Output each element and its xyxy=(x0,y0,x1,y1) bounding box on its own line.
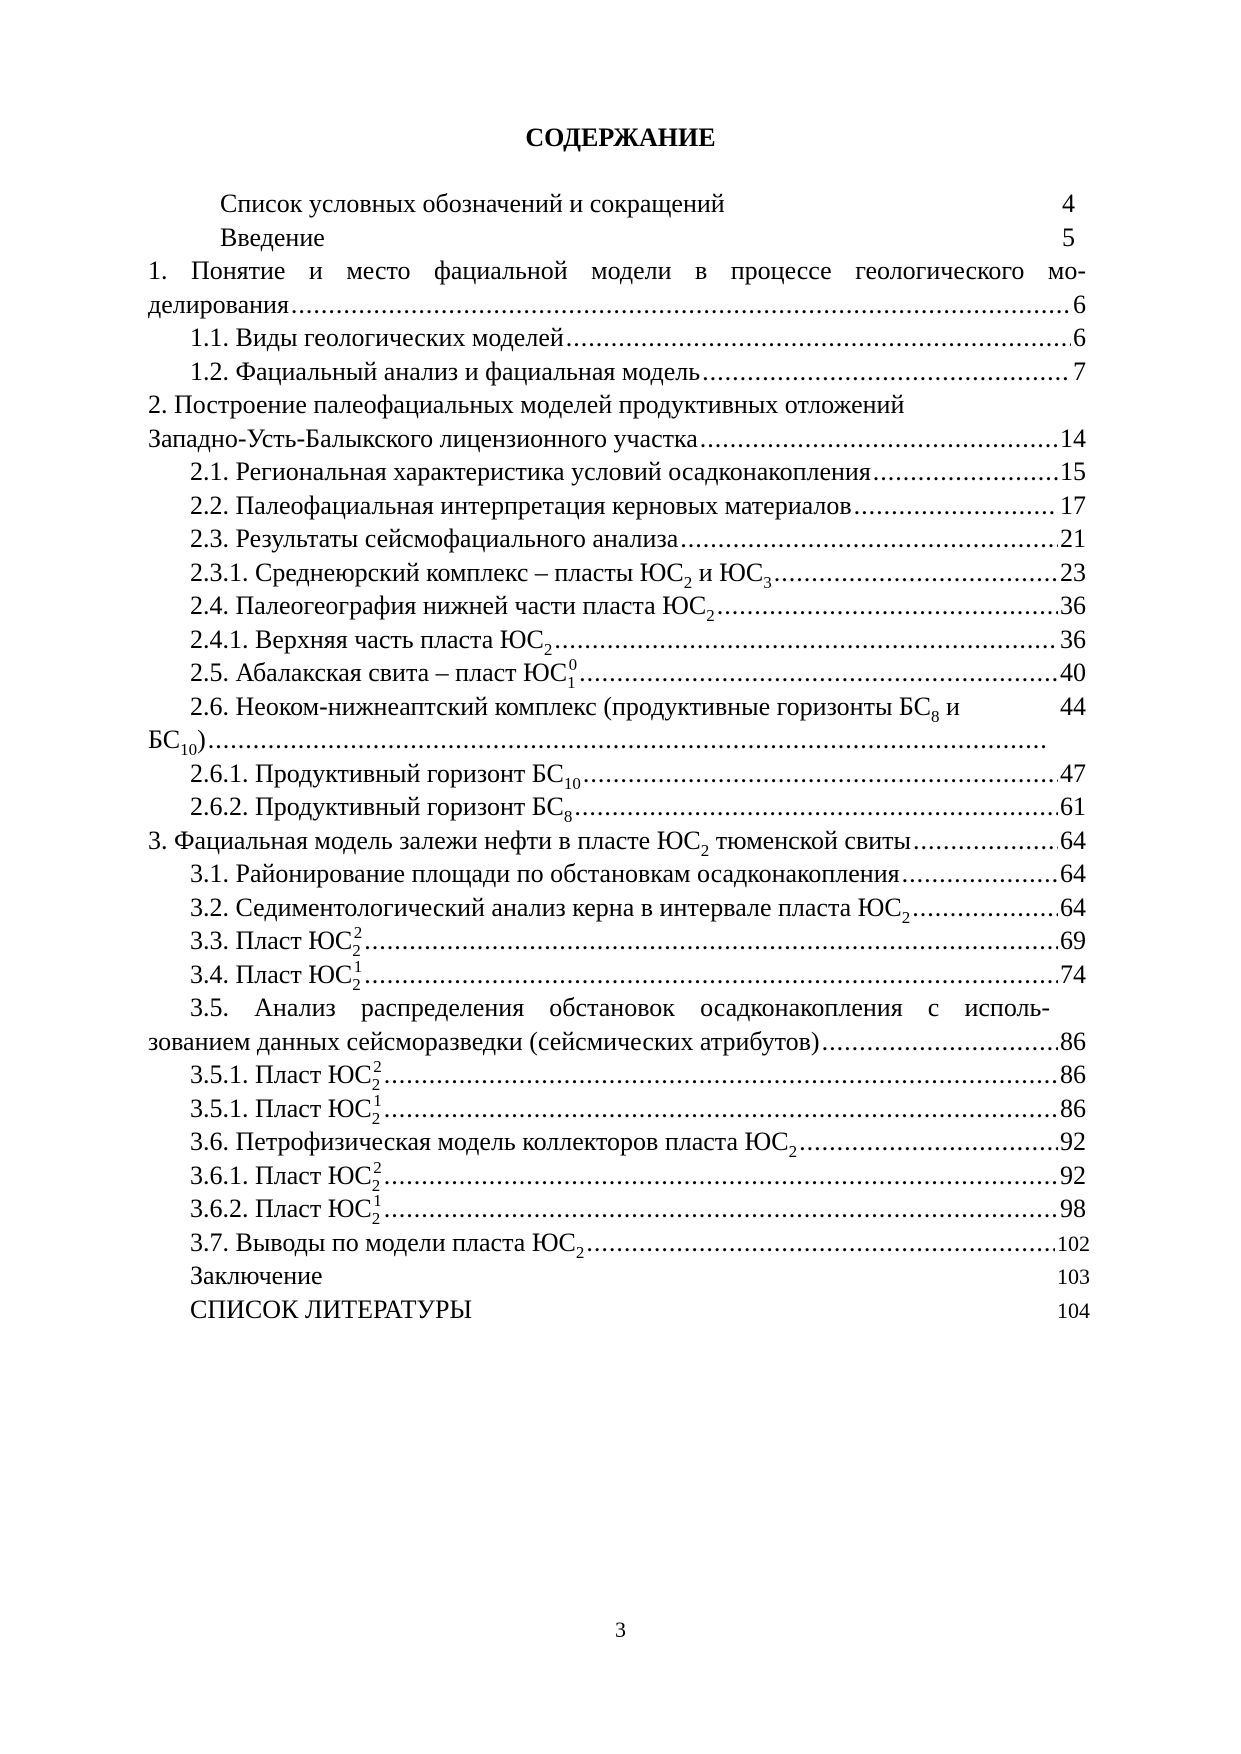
toc-entry-page: 98 xyxy=(1060,1194,1086,1223)
toc-entry[interactable] xyxy=(190,790,1086,824)
page-title: СОДЕРЖАНИЕ xyxy=(525,123,716,152)
leader-dots xyxy=(717,589,1058,623)
toc-entry[interactable] xyxy=(190,321,1086,355)
toc-entry-label: 2.4.1. Верхняя часть пласта $ЮС_2$ xyxy=(190,625,553,659)
toc-entry-label: 2.1. Региональная характеристика условий осадконакопления xyxy=(190,457,871,486)
leader-dots xyxy=(364,924,1058,958)
toc-entry[interactable] xyxy=(190,1226,1090,1260)
toc-entry-page: 92 xyxy=(1060,1161,1086,1190)
toc-entry[interactable] xyxy=(148,254,1086,288)
toc-entry-label: 2. Построение палеофациальных моделей продуктивных отложений xyxy=(148,390,905,419)
leader-dots xyxy=(579,656,1058,690)
toc-entry-label: 3.1. Районирование площади по обстановкам осадконакопления xyxy=(190,859,900,888)
toc-entry[interactable] xyxy=(148,723,1048,757)
toc-entry-label: делирования xyxy=(148,290,289,319)
toc-entry-label: 1.1. Виды геологических моделей xyxy=(190,323,564,352)
toc-entry[interactable] xyxy=(190,1192,1086,1226)
leader-dots xyxy=(583,757,1058,791)
leader-dots xyxy=(384,1192,1058,1226)
toc-entry-label: 3.3. Пласт $ЮС_2^2$ xyxy=(190,923,363,960)
toc-entry-page: 7 xyxy=(1073,357,1086,386)
leader-dots xyxy=(913,824,1058,858)
toc-entry-page: 86 xyxy=(1060,1094,1086,1123)
toc-entry-page: 44 xyxy=(1060,692,1086,721)
toc-entry-page: 36 xyxy=(1060,591,1086,620)
toc-entry-page: 36 xyxy=(1060,625,1086,654)
toc-entry-page: 23 xyxy=(1060,558,1086,587)
leader-dots xyxy=(702,355,1071,389)
leader-dots xyxy=(574,790,1058,824)
toc-entry-label: Заключение xyxy=(190,1261,323,1290)
toc-entry-label: 2.6.1. Продуктивный горизонт $БС_{10}$ xyxy=(190,759,581,793)
toc-entry[interactable] xyxy=(148,388,1086,422)
toc-entry-label: 2.3. Результаты сейсмофациального анализа xyxy=(190,524,679,553)
toc-entry[interactable] xyxy=(190,924,1086,958)
toc-entry-page: 14 xyxy=(1060,424,1086,453)
leader-dots xyxy=(799,1125,1058,1159)
leader-dots xyxy=(586,1226,1055,1260)
toc-entry[interactable] xyxy=(148,824,1086,858)
toc-entry-label: 3.6.1. Пласт $ЮС_2^2$ xyxy=(190,1158,382,1195)
toc-entry[interactable] xyxy=(190,891,1086,925)
leader-dots xyxy=(384,1058,1058,1092)
toc-entry-label: 2.4. Палеогеография нижней части пласта $ЮС_2$ xyxy=(190,591,715,625)
toc-entry-label: 3.4. Пласт $ЮС_2^1$ xyxy=(190,957,363,994)
toc-entry-page: 15 xyxy=(1060,457,1086,486)
toc-entry-label: 3.7. Выводы по модели пласта $ЮС_2$ xyxy=(190,1228,585,1262)
toc-entry-page: 69 xyxy=(1060,926,1086,955)
leader-dots xyxy=(822,1025,1058,1059)
toc-entry[interactable] xyxy=(190,656,1086,690)
toc-entry-label: 2.5. Абалакская свита – пласт $ЮС_1^0$ xyxy=(190,655,578,692)
toc-entry[interactable] xyxy=(190,1125,1086,1159)
leader-dots xyxy=(902,857,1058,891)
toc-entry-page: 21 xyxy=(1060,524,1086,553)
toc-entry-label: 3.6. Петрофизическая модель коллекторов пласта $ЮС_2$ xyxy=(190,1127,798,1161)
toc-entry-page: 74 xyxy=(1060,960,1086,989)
leader-dots xyxy=(774,556,1058,590)
leader-dots xyxy=(384,1092,1058,1126)
toc-entry[interactable] xyxy=(190,958,1086,992)
leader-dots xyxy=(854,489,1058,523)
toc-entry[interactable] xyxy=(190,1092,1086,1126)
toc-entry-page: 103 xyxy=(1057,1264,1090,1289)
leader-dots xyxy=(680,522,1058,556)
toc-entry-label: 3.2. Седиментологический анализ керна в интервале пласта $ЮС_2$ xyxy=(190,893,911,927)
toc-entry-page: 92 xyxy=(1060,1127,1086,1156)
toc-entry[interactable] xyxy=(190,690,1086,724)
toc-entry-page: 47 xyxy=(1060,759,1086,788)
toc-entry[interactable] xyxy=(190,857,1086,891)
toc-entry-page: 64 xyxy=(1060,893,1086,922)
toc-entry-page: 17 xyxy=(1060,491,1086,520)
toc-entry-label: 3. Фациальная модель залежи нефти в пласте $ЮС_2$ тюменской свиты xyxy=(148,826,911,860)
toc-entry-page: 86 xyxy=(1060,1060,1086,1089)
toc-entry[interactable] xyxy=(190,489,1086,523)
toc-entry[interactable] xyxy=(220,221,1075,255)
toc-entry-label: СПИСОК ЛИТЕРАТУРЫ xyxy=(190,1295,473,1324)
toc-entry-label: 2.6.2. Продуктивный горизонт $БС_8$ xyxy=(190,792,573,826)
toc-entry-label: $БС_{10}$) xyxy=(148,725,206,759)
toc-entry-page: 64 xyxy=(1060,826,1086,855)
toc-entry-page: 86 xyxy=(1060,1027,1086,1056)
toc-entry[interactable] xyxy=(190,455,1086,489)
toc-entry-label: Западно-Усть-Балыкского лицензионного участка xyxy=(148,424,698,453)
leader-dots xyxy=(208,723,1046,757)
toc-entry[interactable] xyxy=(190,1293,1090,1327)
leader-dots xyxy=(912,891,1058,925)
toc-entry-label: Введение xyxy=(220,223,325,252)
toc-entry[interactable] xyxy=(220,187,1075,221)
toc-entry-page: 61 xyxy=(1060,792,1086,821)
toc-entry[interactable] xyxy=(148,422,1086,456)
toc-entry-label: 3.6.2. Пласт $ЮС_2^1$ xyxy=(190,1191,382,1228)
toc-entry-label: 3.5.1. Пласт $ЮС_2^1$ xyxy=(190,1091,382,1128)
leader-dots xyxy=(384,1159,1058,1193)
toc-entry[interactable] xyxy=(190,1058,1086,1092)
leader-dots xyxy=(291,288,1071,322)
toc-entry[interactable] xyxy=(148,1025,1086,1059)
leader-dots xyxy=(364,958,1058,992)
toc-entry-label: 3.5.1. Пласт $ЮС_2^2$ xyxy=(190,1057,382,1094)
page-number: 3 xyxy=(615,1617,626,1642)
toc-entry[interactable] xyxy=(190,991,1050,1025)
toc-entry-page: 64 xyxy=(1060,859,1086,888)
toc-entry-label: 1. Понятие и место фациальной модели в процессе геологического мо- xyxy=(148,256,1086,285)
toc-entry-label: Список условных обозначений и сокращений xyxy=(220,189,725,218)
leader-dots xyxy=(700,422,1058,456)
toc-entry[interactable] xyxy=(190,589,1086,623)
toc-entry-page: 102 xyxy=(1057,1231,1090,1256)
leader-dots xyxy=(566,321,1071,355)
toc-entry-page: 5 xyxy=(1062,223,1075,252)
toc-entry-page: 40 xyxy=(1060,658,1086,687)
toc-entry[interactable] xyxy=(190,522,1086,556)
toc-entry[interactable] xyxy=(190,355,1086,389)
toc-entry-label: 2.2. Палеофациальная интерпретация керновых материалов xyxy=(190,491,852,520)
toc-entry-page: 6 xyxy=(1073,290,1086,319)
toc-entry[interactable] xyxy=(190,1159,1086,1193)
toc-entry-label: 2.3.1. Среднеюрский комплекс – пласты $ЮС_2$ и $ЮС_3$ xyxy=(190,558,772,592)
toc-entry[interactable] xyxy=(148,288,1086,322)
toc-entry-label: 1.2. Фациальный анализ и фациальная модель xyxy=(190,357,701,386)
toc-entry-label: 3.5. Анализ распределения обстановок осадконакопления с исполь- xyxy=(190,993,1050,1022)
leader-dots xyxy=(873,455,1058,489)
toc-entry-page: 6 xyxy=(1073,323,1086,352)
toc-entry[interactable] xyxy=(190,623,1086,657)
toc-entry-label: зованием данных сейсморазведки (сейсмических атрибутов) xyxy=(148,1027,820,1056)
leader-dots xyxy=(554,623,1058,657)
toc-entry-page: 104 xyxy=(1057,1298,1090,1323)
toc-entry-page: 4 xyxy=(1062,189,1075,218)
toc-entry[interactable] xyxy=(190,1259,1090,1293)
toc-entry[interactable] xyxy=(190,556,1086,590)
toc-entry-label: 2.6. Неоком-нижнеаптский комплекс (продуктивные горизонты $БС_8$ и xyxy=(190,692,960,726)
toc-entry[interactable] xyxy=(190,757,1086,791)
